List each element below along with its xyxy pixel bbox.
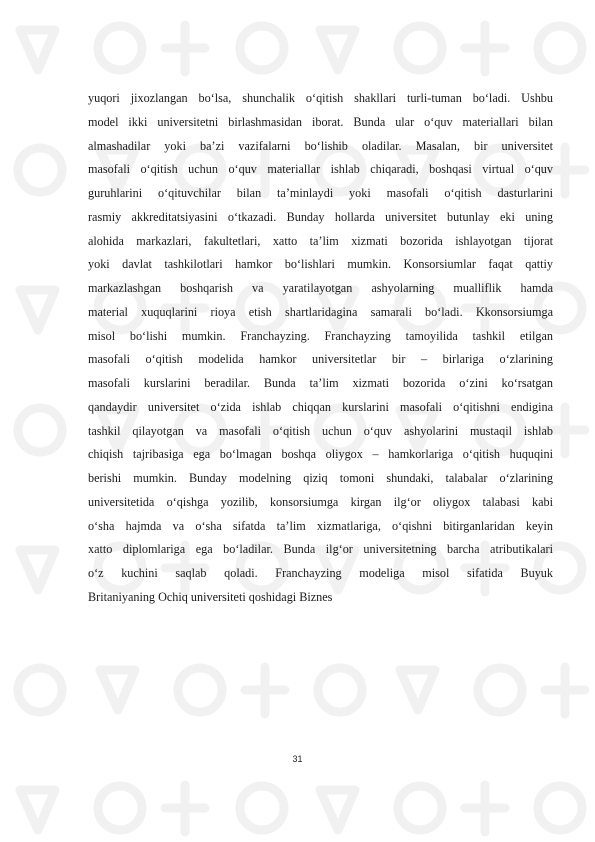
text-line: berishi mumkin. Bunday modelning qiziq tomoni shundaki, talabalar o‘zlarining	[88, 471, 553, 485]
text-line: tashkil qilayotgan va masofali o‘qitish uchun o‘quv ashyolarini mustaqil ishlab	[88, 423, 553, 438]
watermark-pattern-row-1	[20, 25, 582, 72]
text-line: masofali o‘qitish modelida hamkor universitetlar bir – birlariga o‘zlarining	[88, 352, 553, 367]
watermark-pattern-row-6	[18, 667, 585, 714]
text-line: material xuquqlarini rioya etish shartlaridagina samarali bo‘ladi. Kkonsorsiumga	[88, 304, 553, 319]
text-line: universitetida o‘qishga yozilib, konsorsiumga kirgan ilg‘or oliygox talabasi kabi	[88, 494, 553, 509]
text-line: alohida markazlari, fakultetlari, xatto ta’lim xizmati bozorida ishlayotgan tijorat	[88, 233, 553, 248]
text-line: markazlashgan boshqarish va yaratilayotgan ashyolarning mualliflik hamda	[88, 281, 553, 295]
text-line: qandaydir universitet o‘zida ishlab chiqqan kurslarini masofali o‘qitishni endigina	[88, 399, 553, 414]
text-line: masofali o‘qitish uchun o‘quv materiallar ishlab chiqaradi, boshqasi virtual o‘quv	[88, 162, 553, 177]
text-line: yoki davlat tashkilotlari hamkor bo‘lishlari mumkin. Konsorsiumlar faqat qattiy	[88, 257, 553, 272]
text-line: xatto diplomlariga ega bo‘ladilar. Bunda ilg‘or universitetning barcha atributikalari	[88, 542, 553, 557]
text-line: masofali kurslarini beradilar. Bunda ta’lim xizmati bozorida o‘zini ko‘rsatgan	[88, 376, 553, 390]
watermark-pattern-row-7	[20, 785, 582, 832]
text-line: almashadilar yoki ba’zi vazifalarni bo‘lishib oladilar. Masalan, bir universitet	[88, 138, 553, 153]
body-paragraph	[88, 87, 553, 610]
text-line: rasmiy akkreditatsiyasini o‘tkazadi. Bunday hollarda universitet butunlay eki uning	[88, 209, 553, 224]
text-line: o‘z kuchini saqlab qoladi. Franchayzing modeliga misol sifatida Buyuk	[88, 566, 553, 580]
text-line: guruhlarini o‘qituvchilar bilan ta’minlaydi yoki masofali o‘qitish dasturlarini	[88, 186, 553, 200]
text-line: misol bo‘lishi mumkin. Franchayzing. Franchayzing tamoyilida tashkil etilgan	[88, 328, 553, 343]
text-line: Britaniyaning Ochiq universiteti qoshidagi Biznes	[88, 589, 333, 604]
page-number: 31	[292, 754, 303, 764]
text-line: yuqori jixozlangan bo‘lsa, shunchalik o‘qitish shakllari turli-tuman bo‘ladi. Ushbu	[88, 91, 553, 105]
text-line: model ikki universitetni birlashmasidan iborat. Bunda ular o‘quv materiallari bilan	[88, 114, 553, 129]
text-line: chiqish tajribasiga ega bo‘lmagan boshqa oliygox – hamkorlariga o‘qitish huquqini	[88, 447, 553, 462]
text-line: o‘sha hajmda va o‘sha sifatda ta’lim xizmatlariga, o‘qishni bitirganlaridan keyin	[88, 518, 553, 533]
